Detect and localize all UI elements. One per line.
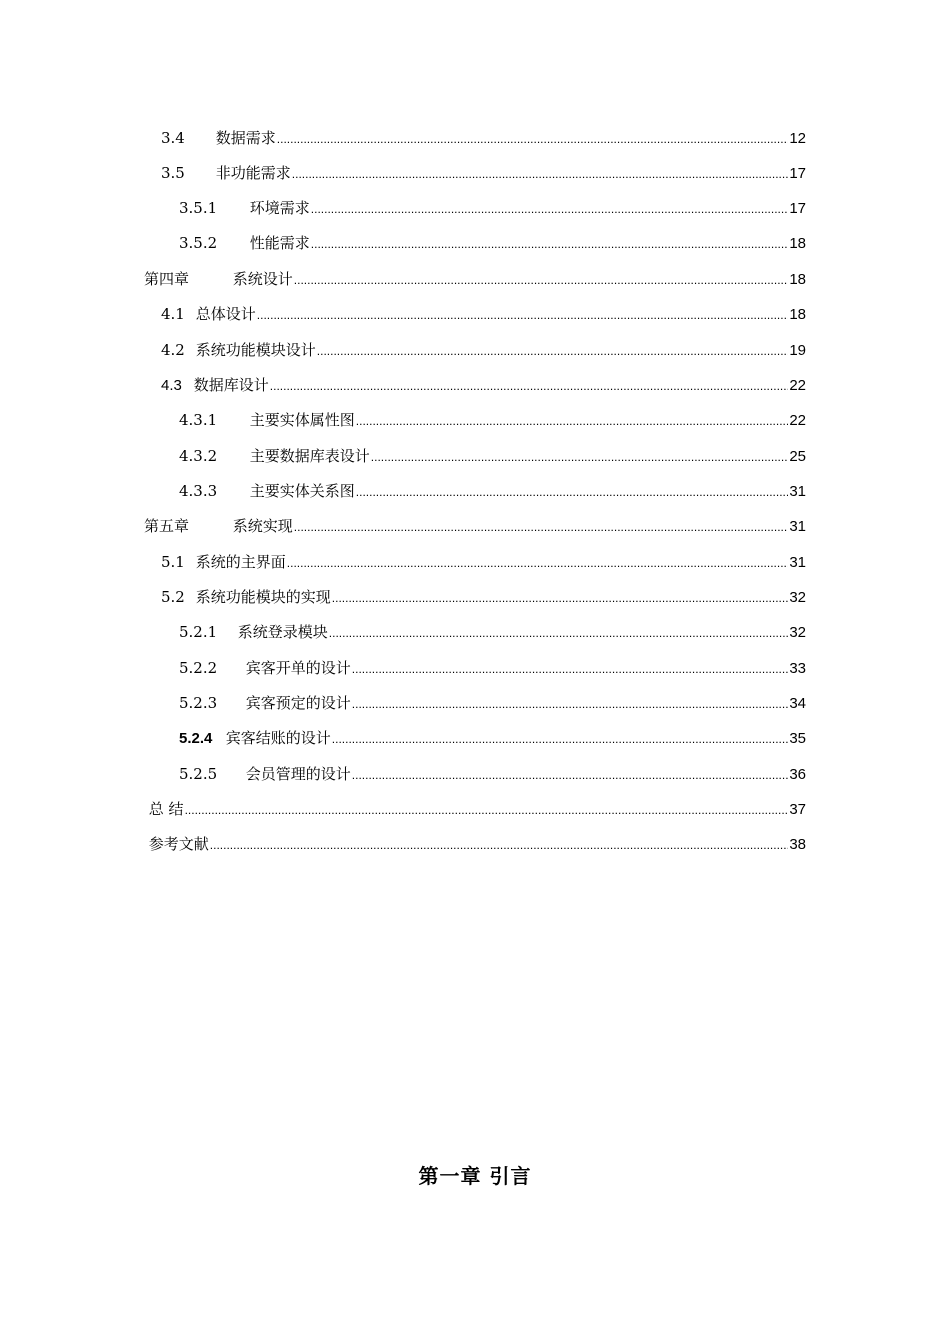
toc-leader-dots (352, 764, 789, 786)
toc-number: 4.3 (161, 377, 182, 394)
toc-leader-dots (371, 446, 789, 468)
toc-leader-dots (210, 834, 789, 856)
toc-title: 系统的主界面 (195, 553, 286, 571)
toc-page-number: 38 (789, 836, 806, 853)
toc-page-number: 32 (789, 589, 806, 606)
toc-leader-dots (270, 375, 789, 397)
toc-leader-dots (317, 340, 789, 362)
toc-row[interactable] (179, 727, 806, 749)
toc-page-number: 17 (789, 200, 806, 217)
toc-row[interactable] (161, 339, 806, 361)
toc-leader-dots (352, 693, 789, 715)
toc-label (179, 232, 310, 254)
toc-number: 5.2.1 (179, 623, 218, 641)
toc-label (161, 339, 316, 361)
toc-number: 5.1 (161, 553, 185, 571)
toc-number: 3.5.2 (179, 234, 218, 252)
toc-label (179, 480, 355, 502)
toc-page-number: 36 (789, 766, 806, 783)
toc-leader-dots (294, 269, 789, 291)
toc-title: 主要实体关系图 (249, 482, 355, 500)
toc-row[interactable] (179, 445, 806, 467)
toc-number: 4.3.1 (179, 411, 218, 429)
toc-row[interactable] (144, 268, 806, 290)
toc-leader-dots (356, 410, 789, 432)
toc-leader-dots (257, 304, 789, 326)
toc-number: 5.2.5 (179, 765, 218, 783)
toc-page-number: 34 (789, 695, 806, 712)
toc-row[interactable] (161, 127, 806, 149)
toc-row[interactable] (144, 798, 806, 820)
toc-label (161, 303, 256, 325)
toc-label (144, 515, 293, 537)
toc-label (179, 445, 370, 467)
toc-page-number: 37 (789, 801, 806, 818)
toc-label (161, 374, 269, 397)
toc-label (179, 197, 310, 219)
toc-label (161, 162, 291, 184)
toc-number: 3.5 (161, 164, 185, 182)
toc-title: 系统功能模块设计 (195, 341, 316, 359)
toc-title: 参考文献 (148, 835, 209, 853)
toc-label (161, 551, 286, 573)
toc-leader-dots (352, 658, 789, 680)
toc-title: 宾客结账的设计 (225, 729, 331, 747)
toc-title: 性能需求 (249, 234, 310, 252)
toc-number: 第四章 (144, 270, 190, 288)
toc-page-number: 12 (789, 130, 806, 147)
toc-title: 主要数据库表设计 (249, 447, 370, 465)
toc-title: 宾客开单的设计 (245, 659, 351, 677)
toc-leader-dots (185, 799, 789, 821)
toc-row[interactable] (179, 232, 806, 254)
toc-label (161, 127, 276, 149)
toc-row[interactable] (179, 480, 806, 502)
toc-title: 环境需求 (249, 199, 310, 217)
toc-title: 宾客预定的设计 (245, 694, 351, 712)
toc-leader-dots (287, 552, 789, 574)
toc-label (179, 621, 328, 643)
toc-number: 4.1 (161, 305, 185, 323)
toc-label (179, 409, 355, 431)
toc-row[interactable] (144, 833, 806, 855)
toc-page-number: 22 (789, 377, 806, 394)
toc-page-number: 25 (789, 448, 806, 465)
toc-row[interactable] (161, 374, 806, 396)
toc-row[interactable] (179, 197, 806, 219)
toc-leader-dots (277, 128, 789, 150)
toc-row[interactable] (161, 551, 806, 573)
toc-row[interactable] (161, 162, 806, 184)
toc-title: 系统功能模块的实现 (195, 588, 331, 606)
toc-title: 数据需求 (215, 129, 276, 147)
toc-label (179, 727, 331, 750)
toc-number: 3.4 (161, 129, 185, 147)
toc-title: 非功能需求 (215, 164, 291, 182)
toc-number: 4.3.2 (179, 447, 218, 465)
toc-label (179, 692, 351, 714)
toc-title: 主要实体属性图 (249, 411, 355, 429)
toc-leader-dots (356, 481, 789, 503)
toc-page-number: 18 (789, 235, 806, 252)
toc-label (179, 763, 351, 785)
toc-number: 5.2.3 (179, 694, 218, 712)
toc-page-number: 32 (789, 624, 806, 641)
toc-leader-dots (294, 516, 789, 538)
toc-number: 5.2.4 (179, 730, 213, 747)
toc-title: 系统设计 (232, 270, 293, 288)
toc-label (144, 268, 293, 290)
toc-page-number: 17 (789, 165, 806, 182)
toc-row[interactable] (179, 692, 806, 714)
toc-leader-dots (332, 728, 789, 750)
toc-number: 3.5.1 (179, 199, 218, 217)
toc-row[interactable] (144, 515, 806, 537)
toc-title: 数据库设计 (193, 376, 269, 394)
chapter-heading: 第一章 引言 (418, 1164, 532, 1188)
toc-leader-dots (292, 163, 789, 185)
toc-page-number: 18 (789, 271, 806, 288)
toc-page-number: 19 (789, 342, 806, 359)
toc-row[interactable] (179, 763, 806, 785)
toc-title: 系统实现 (232, 517, 293, 535)
toc-label (144, 833, 209, 855)
toc-row[interactable] (161, 586, 806, 608)
toc-title: 会员管理的设计 (245, 765, 351, 783)
toc-number: 4.2 (161, 341, 185, 359)
toc-page-number: 18 (789, 306, 806, 323)
toc-label (179, 657, 351, 679)
toc-title: 总 结 (148, 800, 184, 818)
toc-page-number: 31 (789, 483, 806, 500)
toc-leader-dots (332, 587, 789, 609)
toc-page-number: 22 (789, 412, 806, 429)
toc-title: 系统登录模块 (237, 623, 328, 641)
toc-page-number: 35 (789, 730, 806, 747)
toc-page-number: 31 (789, 518, 806, 535)
toc-number: 5.2 (161, 588, 185, 606)
toc-row[interactable] (179, 409, 806, 431)
toc-row[interactable] (179, 657, 806, 679)
toc-leader-dots (311, 198, 789, 220)
toc-leader-dots (329, 622, 789, 644)
toc-page-number: 33 (789, 660, 806, 677)
toc-row[interactable] (161, 303, 806, 325)
toc-label (144, 798, 184, 820)
toc-leader-dots (311, 233, 789, 255)
toc-number: 第五章 (144, 517, 190, 535)
toc-page-number: 31 (789, 554, 806, 571)
toc-number: 5.2.2 (179, 659, 218, 677)
toc-title: 总体设计 (195, 305, 256, 323)
toc-row[interactable] (179, 621, 806, 643)
toc-number: 4.3.3 (179, 482, 218, 500)
toc-label (161, 586, 331, 608)
